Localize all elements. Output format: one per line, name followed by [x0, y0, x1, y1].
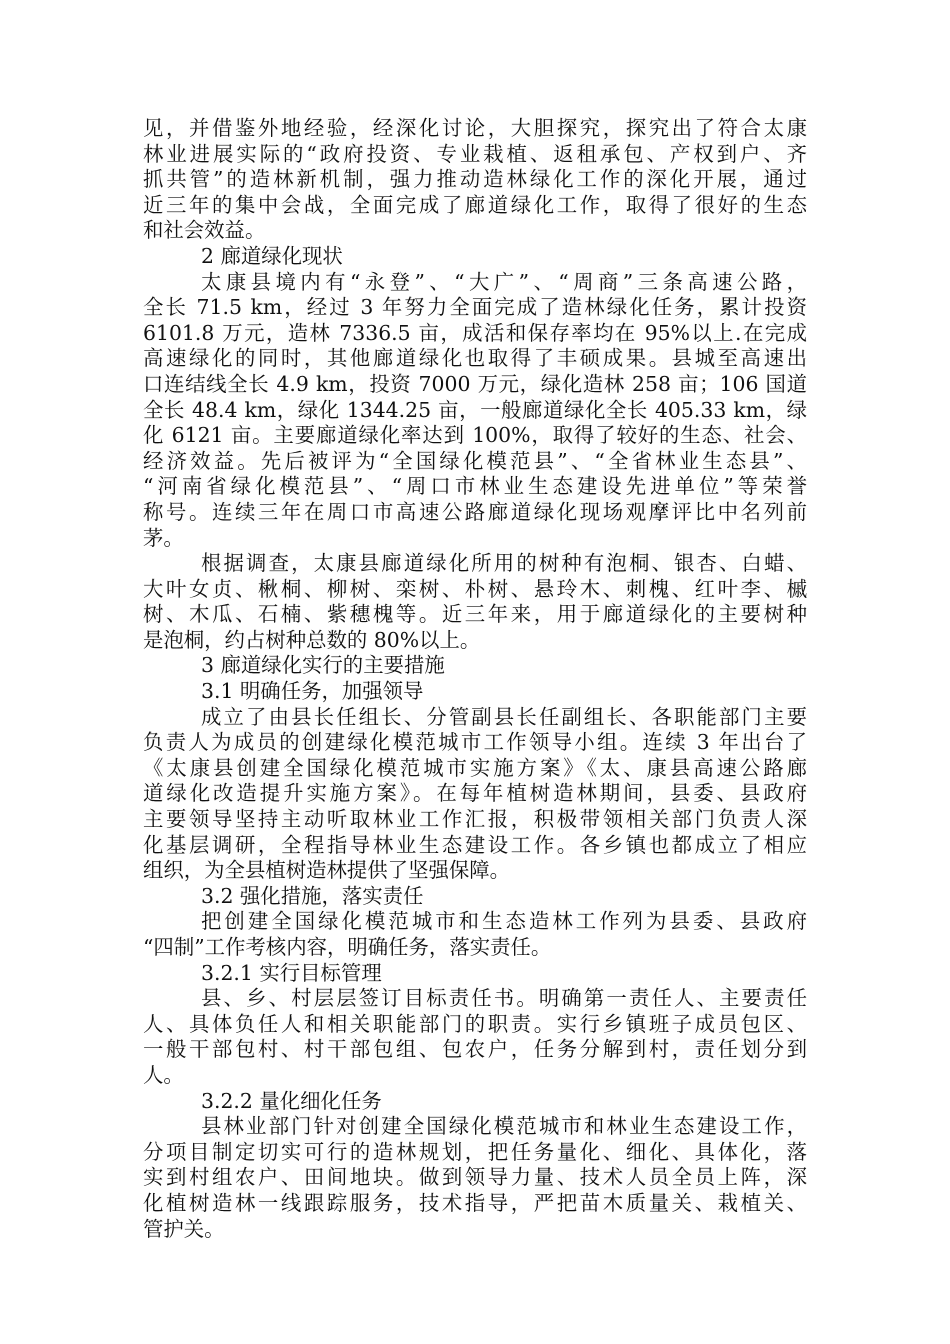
text-line: 实到村组农户、田间地块。做到领导力量、技术人员全员上阵，深 — [143, 1165, 807, 1190]
section-heading: 3.2.1 实行目标管理 — [201, 960, 382, 985]
text-line: 管护关。 — [143, 1216, 225, 1241]
text-line: 《太康县创建全国绿化模范城市实施方案》《太、康县高速公路廊 — [143, 755, 807, 780]
text-line: 全长 71.5 km，经过 3 年努力全面完成了造林绿化任务，累计投资 — [143, 295, 807, 320]
text-line: 县林业部门针对创建全国绿化模范城市和林业生态建设工作， — [201, 1114, 807, 1139]
text-line: 分项目制定切实可行的造林规划，把任务量化、细化、具体化，落 — [143, 1139, 807, 1164]
text-line: 茅。 — [143, 525, 184, 550]
text-line: 负责人为成员的创建绿化模范城市工作领导小组。连续 3 年出台了 — [143, 730, 807, 755]
text-line: 道绿化改造提升实施方案》。在每年植树造林期间，县委、县政府 — [143, 781, 807, 806]
text-line: 组织，为全县植树造林提供了坚强保障。 — [143, 858, 511, 883]
section-heading: 2 廊道绿化现状 — [201, 243, 343, 268]
text-line: 化 6121 亩。主要廊道绿化率达到 100%，取得了较好的生态、社会、 — [143, 423, 807, 448]
text-line: 成立了由县长任组长、分管副县长任副组长、各职能部门主要 — [201, 704, 807, 729]
text-line: 人、具体负任人和相关职能部门的职责。实行乡镇班子成员包区、 — [143, 1011, 807, 1036]
text-line: 是泡桐，约占树种总数的 80%以上。 — [143, 627, 481, 652]
text-line: 和社会效益。 — [143, 218, 266, 243]
text-line: 一般干部包村、村干部包组、包农户，任务分解到村，责任划分到 — [143, 1037, 807, 1062]
text-line: 大叶女贞、楸桐、柳树、栾树、朴树、悬玲木、刺槐、红叶李、槭 — [143, 576, 807, 601]
text-line: 经济效益。先后被评为“全国绿化模范县”、“全省林业生态县”、 — [143, 448, 807, 473]
text-line: 根据调查，太康县廊道绿化所用的树种有泡桐、银杏、白蜡、 — [201, 551, 807, 576]
text-line: 林业进展实际的“政府投资、专业栽植、返租承包、产权到户、齐 — [143, 141, 807, 166]
text-line: 抓共管”的造林新机制，强力推动造林绿化工作的深化开展，通过 — [143, 167, 807, 192]
text-line: “河南省绿化模范县”、“周口市林业生态建设先进单位”等荣誉 — [143, 474, 807, 499]
document-page — [143, 116, 807, 1242]
text-line: 把创建全国绿化模范城市和生态造林工作列为县委、县政府 — [201, 909, 807, 934]
text-line: 6101.8 万元，造林 7336.5 亩，成活和保存率均在 95%以上.在完成 — [143, 320, 807, 345]
text-line: 县、乡、村层层签订目标责任书。明确第一责任人、主要责任 — [201, 986, 807, 1011]
text-line: 人。 — [143, 1062, 184, 1087]
text-line: 主要领导坚持主动听取林业工作汇报，积极带领相关部门负责人深 — [143, 807, 807, 832]
section-heading: 3.2.2 量化细化任务 — [201, 1088, 382, 1113]
section-heading: 3.1 明确任务，加强领导 — [201, 679, 424, 704]
text-line: 化植树造林一线跟踪服务，技术指导，严把苗木质量关、栽植关、 — [143, 1190, 807, 1215]
text-line: 称号。连续三年在周口市高速公路廊道绿化现场观摩评比中名列前 — [143, 499, 807, 524]
text-line: 高速绿化的同时，其他廊道绿化也取得了丰硕成果。县城至高速出 — [143, 346, 807, 371]
text-line: 近三年的集中会战，全面完成了廊道绿化工作，取得了很好的生态 — [143, 192, 807, 217]
text-line: 见，并借鉴外地经验，经深化讨论，大胆探究，探究出了符合太康 — [143, 116, 807, 140]
text-line: 口连结线全长 4.9 km，投资 7000 万元，绿化造林 258 亩；106 国道 — [143, 371, 807, 396]
text-line: 全长 48.4 km，绿化 1344.25 亩，一般廊道绿化全长 405.33 km，绿 — [143, 397, 807, 422]
section-heading: 3 廊道绿化实行的主要措施 — [201, 653, 445, 678]
text-line: “四制”工作考核内容，明确任务，落实责任。 — [143, 935, 552, 959]
section-heading: 3.2 强化措施，落实责任 — [201, 883, 424, 908]
text-line: 太康县境内有“永登”、“大广”、“周商”三条高速公路， — [201, 269, 807, 294]
text-line: 化基层调研，全程指导林业生态建设工作。各乡镇也都成立了相应 — [143, 832, 807, 857]
text-line: 树、木瓜、石楠、紫穗槐等。近三年来，用于廊道绿化的主要树种 — [143, 602, 807, 627]
